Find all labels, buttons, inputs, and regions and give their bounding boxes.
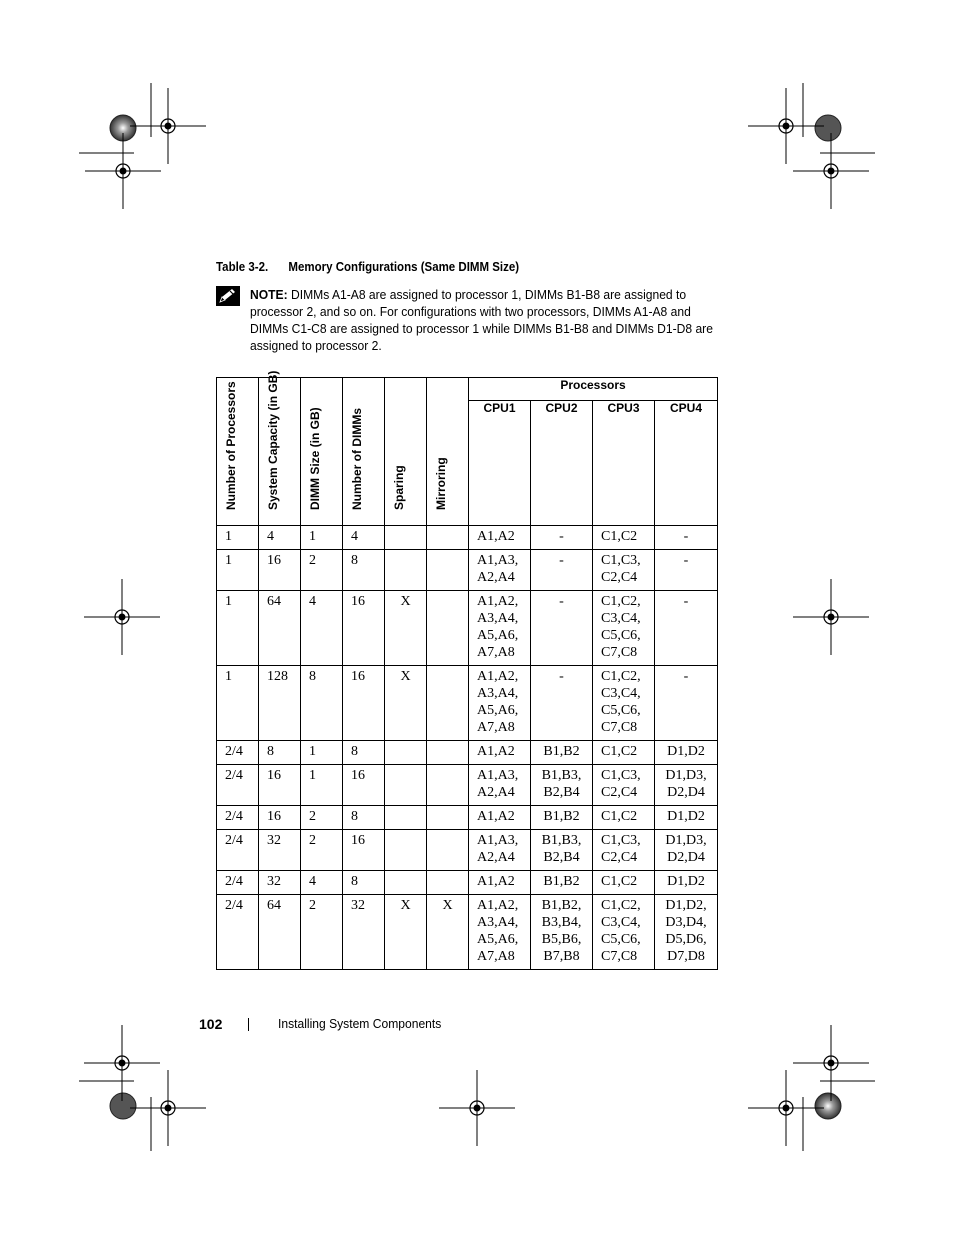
table-cell: 1: [301, 765, 343, 806]
table-cell: C1,C2, C3,C4, C5,C6, C7,C8: [593, 666, 655, 741]
table-cell: X: [385, 895, 427, 970]
table-cell: 2/4: [217, 871, 259, 895]
table-cell: 2/4: [217, 830, 259, 871]
table-cell: 64: [259, 591, 301, 666]
table-cell: [385, 741, 427, 765]
table-cell: 2: [301, 830, 343, 871]
header-cpu2: CPU2: [531, 401, 593, 526]
table-cell: 16: [343, 765, 385, 806]
table-cell: 2/4: [217, 741, 259, 765]
table-number: Table 3-2.: [216, 260, 269, 274]
table-cell: 8: [343, 871, 385, 895]
table-cell: B1,B3, B2,B4: [531, 765, 593, 806]
table-cell: A1,A2: [469, 526, 531, 550]
header-sparing: Sparing: [385, 378, 427, 526]
table-cell: X: [427, 895, 469, 970]
table-cell: 128: [259, 666, 301, 741]
table-cell: A1,A3, A2,A4: [469, 830, 531, 871]
table-cell: A1,A2: [469, 741, 531, 765]
table-cell: 1: [301, 741, 343, 765]
table-cell: A1,A2, A3,A4, A5,A6, A7,A8: [469, 591, 531, 666]
table-title: Memory Configurations (Same DIMM Size): [288, 260, 520, 274]
memory-configurations-table: [216, 370, 718, 970]
table-cell: 2/4: [217, 806, 259, 830]
table-cell: X: [385, 591, 427, 666]
registration-mark: [79, 1025, 206, 1151]
note-label: NOTE:: [250, 287, 288, 302]
registration-mark: [439, 1070, 515, 1146]
table-cell: C1,C2: [593, 741, 655, 765]
table-row: [217, 741, 718, 765]
note-pencil-icon: [216, 286, 240, 306]
table-row: [217, 591, 718, 666]
table-cell: C1,C3, C2,C4: [593, 765, 655, 806]
table-cell: [427, 765, 469, 806]
table-cell: D1,D2: [655, 741, 718, 765]
registration-mark: [748, 83, 875, 209]
table-cell: -: [655, 526, 718, 550]
table-cell: 32: [259, 871, 301, 895]
table-cell: [427, 526, 469, 550]
registration-mark: [793, 579, 869, 655]
header-dimm-size: DIMM Size (in GB): [301, 378, 343, 526]
table-cell: 8: [301, 666, 343, 741]
table-cell: D1,D2, D3,D4, D5,D6, D7,D8: [655, 895, 718, 970]
table-cell: C1,C2: [593, 526, 655, 550]
table-cell: A1,A2, A3,A4, A5,A6, A7,A8: [469, 895, 531, 970]
table-cell: 2: [301, 550, 343, 591]
table-cell: B1,B3, B2,B4: [531, 830, 593, 871]
table-cell: [427, 591, 469, 666]
table-cell: 1: [217, 550, 259, 591]
table-cell: C1,C3, C2,C4: [593, 550, 655, 591]
table-cell: A1,A2, A3,A4, A5,A6, A7,A8: [469, 666, 531, 741]
note-paragraph: [250, 286, 715, 354]
table-cell: 16: [259, 765, 301, 806]
table-cell: 8: [343, 741, 385, 765]
table-cell: [385, 765, 427, 806]
header-cpu4: CPU4: [655, 401, 718, 526]
table-cell: [427, 741, 469, 765]
table-cell: 2: [301, 806, 343, 830]
table-cell: -: [531, 591, 593, 666]
header-number-of-processors: Number of Processors: [217, 378, 259, 526]
table-row: [217, 830, 718, 871]
table-cell: B1,B2, B3,B4, B5,B6, B7,B8: [531, 895, 593, 970]
table-cell: D1,D3, D2,D4: [655, 830, 718, 871]
table-cell: [427, 806, 469, 830]
table-cell: -: [655, 666, 718, 741]
header-number-of-dimms: Number of DIMMs: [343, 378, 385, 526]
table-cell: C1,C2, C3,C4, C5,C6, C7,C8: [593, 895, 655, 970]
table-cell: D1,D3, D2,D4: [655, 765, 718, 806]
table-cell: 32: [343, 895, 385, 970]
table-cell: 16: [343, 666, 385, 741]
table-cell: -: [655, 550, 718, 591]
header-system-capacity: System Capacity (in GB): [259, 378, 301, 526]
table-cell: [427, 871, 469, 895]
table-cell: A1,A2: [469, 871, 531, 895]
header-cpu3: CPU3: [593, 401, 655, 526]
table-cell: 64: [259, 895, 301, 970]
table-cell: 16: [343, 830, 385, 871]
table-cell: C1,C2: [593, 871, 655, 895]
table-cell: 8: [343, 806, 385, 830]
table-cell: 16: [259, 550, 301, 591]
table-row: [217, 895, 718, 970]
table-cell: 1: [217, 526, 259, 550]
table-cell: 4: [301, 591, 343, 666]
table-cell: [385, 550, 427, 591]
header-cpu1: CPU1: [469, 401, 531, 526]
table-cell: 4: [301, 871, 343, 895]
registration-mark: [79, 83, 206, 209]
table-cell: 4: [343, 526, 385, 550]
table-cell: 8: [343, 550, 385, 591]
table-cell: -: [531, 550, 593, 591]
table-cell: [427, 550, 469, 591]
table-cell: D1,D2: [655, 871, 718, 895]
table-cell: [385, 871, 427, 895]
table-cell: [385, 526, 427, 550]
table-cell: A1,A2: [469, 806, 531, 830]
table-cell: 1: [217, 666, 259, 741]
table-caption: [216, 260, 519, 274]
table-cell: X: [385, 666, 427, 741]
table-row: [217, 550, 718, 591]
table-row: [217, 526, 718, 550]
registration-mark: [84, 579, 160, 655]
table-row: [217, 806, 718, 830]
footer-section-title: Installing System Components: [278, 1016, 442, 1031]
header-processors: Processors: [469, 378, 718, 401]
header-mirroring: Mirroring: [427, 378, 469, 526]
table-cell: A1,A3, A2,A4: [469, 550, 531, 591]
table-cell: -: [531, 666, 593, 741]
table-cell: 32: [259, 830, 301, 871]
table-cell: [385, 806, 427, 830]
footer-divider: [248, 1018, 249, 1031]
table-cell: B1,B2: [531, 741, 593, 765]
note-text: DIMMs A1-A8 are assigned to processor 1, DIMMs B1-B8 are assigned to processor 2, and so on. For configurations with two processors, DIMMs A1-A8 and DIMMs C1-C8 are assigned to processor 1 while DIMMs B1-B8 and DIMMs D1-D8 are assigned to processor 2.: [250, 287, 713, 353]
page-number: 102: [199, 1016, 223, 1032]
table-cell: 1: [301, 526, 343, 550]
table-cell: C1,C2, C3,C4, C5,C6, C7,C8: [593, 591, 655, 666]
table-row: [217, 666, 718, 741]
table-cell: C1,C3, C2,C4: [593, 830, 655, 871]
table-cell: B1,B2: [531, 806, 593, 830]
table-cell: 2/4: [217, 765, 259, 806]
registration-mark: [748, 1025, 875, 1151]
table-cell: B1,B2: [531, 871, 593, 895]
table-cell: D1,D2: [655, 806, 718, 830]
table-cell: [427, 830, 469, 871]
table-cell: 2: [301, 895, 343, 970]
table-cell: 8: [259, 741, 301, 765]
table-cell: -: [531, 526, 593, 550]
table-cell: 16: [259, 806, 301, 830]
table-cell: 2/4: [217, 895, 259, 970]
table-cell: C1,C2: [593, 806, 655, 830]
table-cell: 1: [217, 591, 259, 666]
table-cell: 4: [259, 526, 301, 550]
table-cell: [385, 830, 427, 871]
table-cell: 16: [343, 591, 385, 666]
table-cell: -: [655, 591, 718, 666]
table-row: [217, 765, 718, 806]
table-cell: [427, 666, 469, 741]
table-row: [217, 871, 718, 895]
table-cell: A1,A3, A2,A4: [469, 765, 531, 806]
